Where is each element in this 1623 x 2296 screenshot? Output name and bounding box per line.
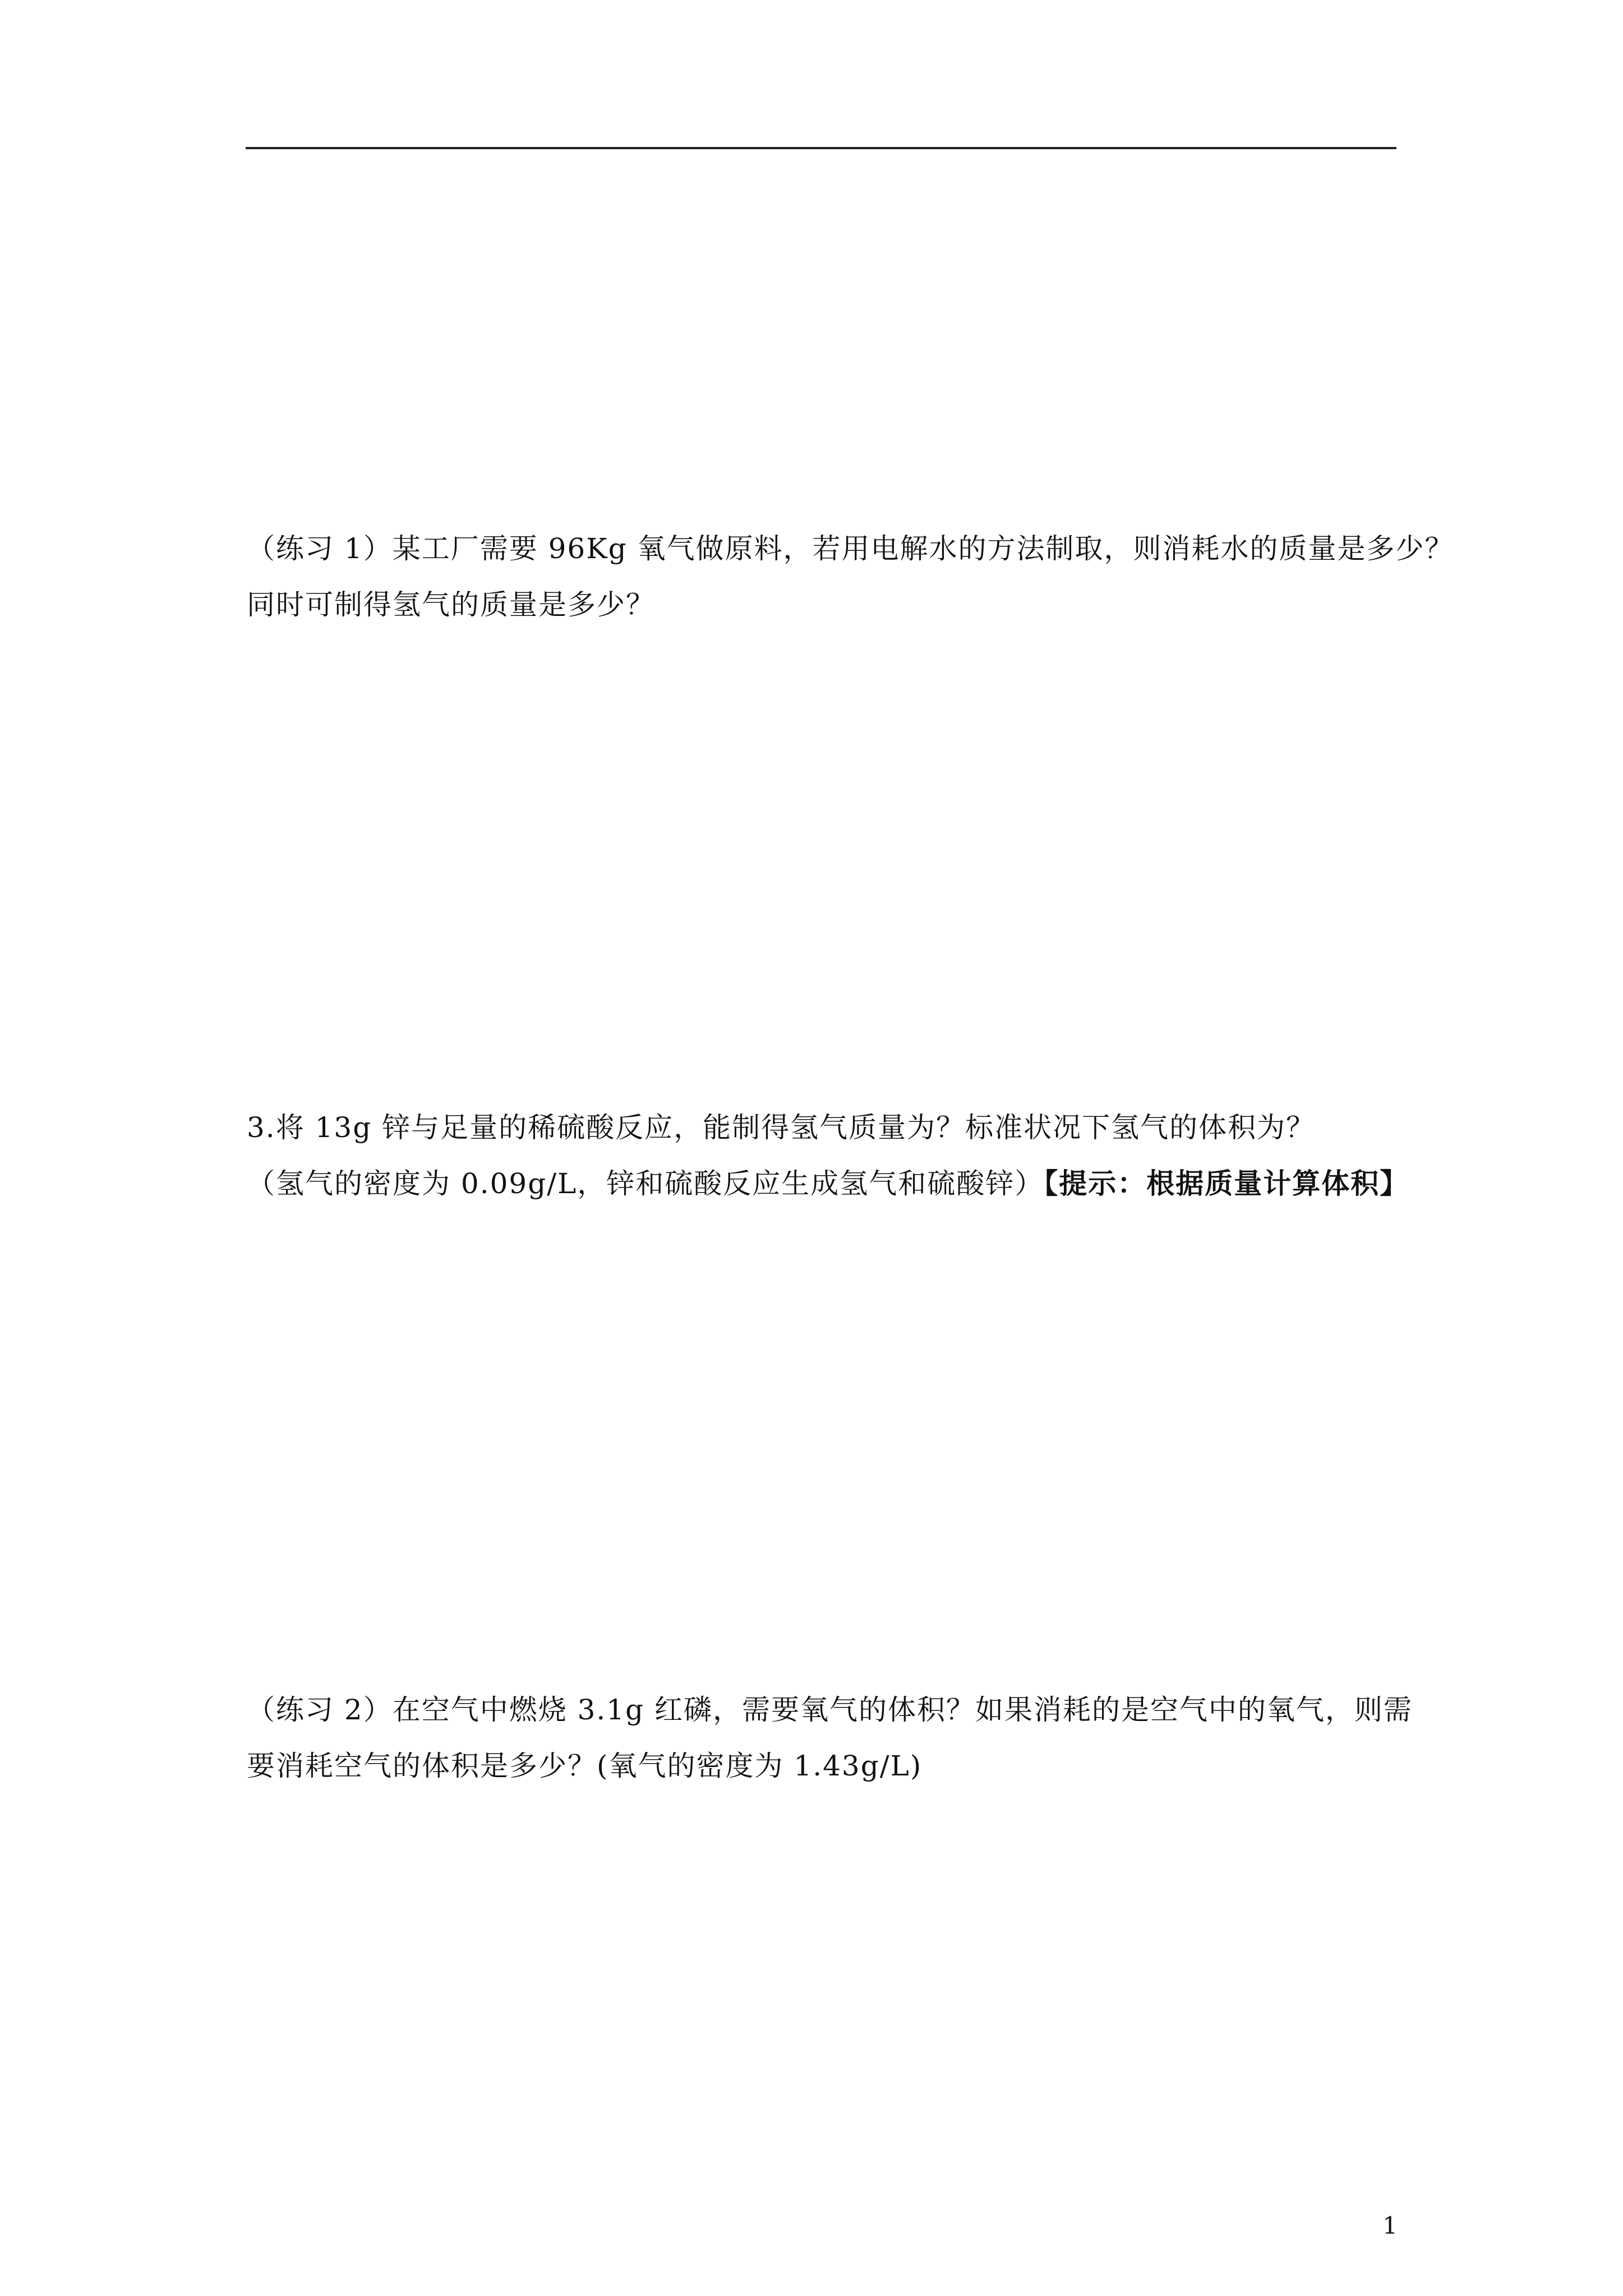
question-text-line: 同时可制得氢气的质量是多少？ [247,588,655,621]
page-number: 1 [1382,2212,1398,2239]
question-3 [247,1099,1409,1212]
hint-text: 【提示：根据质量计算体积】 [1044,1167,1409,1200]
question-text-line [247,1156,1409,1212]
practice-question-1 [247,521,1454,633]
header-rule [246,147,1396,149]
question-text-line: （练习 2）在空气中燃烧 3.1g 红磷，需要氧气的体积？如果消耗的是空气中的氧气，则需 [247,1694,1413,1726]
question-text-line: （练习 1）某工厂需要 96Kg 氧气做原料，若用电解水的方法制取，则消耗水的质量是多少？ [247,532,1454,565]
density-note: （氢气的密度为 0.09g/L，锌和硫酸反应生成氢气和硫酸锌） [247,1167,1044,1200]
practice-question-2 [247,1682,1413,1794]
question-text-line: 要消耗空气的体积是多少？(氧气的密度为 1.43g/L) [247,1750,923,1782]
question-text-line: 3.将 13g 锌与足量的稀硫酸反应，能制得氢气质量为？标准状况下氢气的体积为？ [247,1111,1316,1144]
